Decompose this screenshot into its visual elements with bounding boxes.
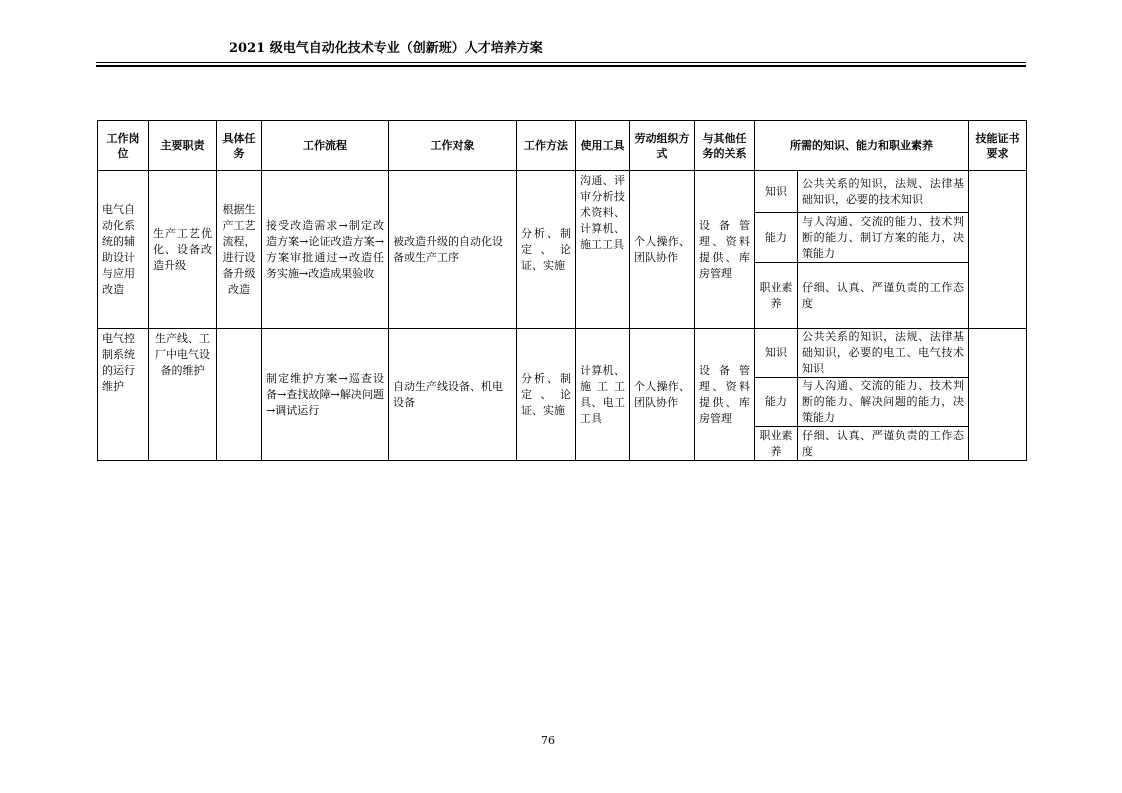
column-header: 所需的知识、能力和职业素养 — [755, 121, 969, 171]
column-header: 技能证书要求 — [969, 121, 1027, 171]
cell-tools: 计算机、施工工具、电工工具 — [576, 329, 630, 461]
header-rule-thick — [96, 65, 1026, 67]
req-text-knowledge: 公共关系的知识，法规、法律基础知识，必要的电工、电气技术知识 — [798, 329, 969, 378]
cell-task — [217, 329, 262, 461]
table-header-row — [98, 121, 1027, 171]
document-header-title: 2021 级电气自动化技术专业（创新班）人才培养方案 — [229, 41, 543, 56]
req-label-professionalism: 职业素养 — [755, 263, 798, 329]
column-header: 使用工具 — [576, 121, 630, 171]
cell-method: 分析、制定、论证、实施 — [517, 329, 576, 461]
cell-process: 制定维护方案→巡查设备→查找故障→解决问题→调试运行 — [262, 329, 389, 461]
req-text-professionalism: 仔细、认真、严谨负责的工作态度 — [798, 263, 969, 329]
cell-org: 个人操作、团队协作 — [630, 329, 695, 461]
column-header: 工作流程 — [262, 121, 389, 171]
req-text-professionalism: 仔细、认真、严谨负责的工作态度 — [798, 427, 969, 461]
req-label-professionalism: 职业素养 — [755, 427, 798, 461]
table-row — [98, 171, 1027, 213]
cell-tools: 沟通、评审分析技术资料、计算机、施工工具 — [576, 171, 630, 329]
req-label-knowledge: 知识 — [755, 329, 798, 378]
column-header: 工作岗位 — [98, 121, 149, 171]
cell-post: 电气自动化系统的辅助设计与应用改造 — [98, 171, 149, 329]
column-header: 具体任务 — [217, 121, 262, 171]
cell-duty: 生产线、工厂中电气设备的维护 — [149, 329, 217, 461]
table-row — [98, 329, 1027, 378]
cell-process: 接受改造需求→制定改造方案→论证改造方案→方案审批通过→改造任务实施→改造成果验收 — [262, 171, 389, 329]
cell-task: 根据生产工艺流程，进行设备升级改造 — [217, 171, 262, 329]
req-text-knowledge: 公共关系的知识，法规、法律基础知识，必要的技术知识 — [798, 171, 969, 213]
cell-relation: 设备管理、资料提供、库房管理 — [695, 329, 755, 461]
column-header: 工作对象 — [389, 121, 517, 171]
req-label-ability: 能力 — [755, 213, 798, 263]
cell-object: 被改造升级的自动化设备或生产工序 — [389, 171, 517, 329]
job-analysis-table — [97, 120, 1027, 461]
cell-object: 自动生产线设备、机电设备 — [389, 329, 517, 461]
header-rule-thin — [96, 62, 1026, 63]
req-text-ability: 与人沟通、交流的能力、技术判断的能力、制订方案的能力，决策能力 — [798, 213, 969, 263]
cell-post: 电气控制系统的运行维护 — [98, 329, 149, 461]
cell-cert — [969, 329, 1027, 461]
req-label-ability: 能力 — [755, 378, 798, 427]
column-header: 主要职责 — [149, 121, 217, 171]
cell-cert — [969, 171, 1027, 329]
column-header: 工作方法 — [517, 121, 576, 171]
page-number: 76 — [541, 734, 555, 747]
cell-org: 个人操作、团队协作 — [630, 171, 695, 329]
cell-relation: 设备管理、资料提供、库房管理 — [695, 171, 755, 329]
req-text-ability: 与人沟通、交流的能力、技术判断的能力、解决问题的能力，决策能力 — [798, 378, 969, 427]
column-header: 劳动组织方式 — [630, 121, 695, 171]
req-label-knowledge: 知识 — [755, 171, 798, 213]
cell-duty: 生产工艺优化、设备改造升级 — [149, 171, 217, 329]
cell-method: 分析、制定、论证、实施 — [517, 171, 576, 329]
column-header: 与其他任务的关系 — [695, 121, 755, 171]
